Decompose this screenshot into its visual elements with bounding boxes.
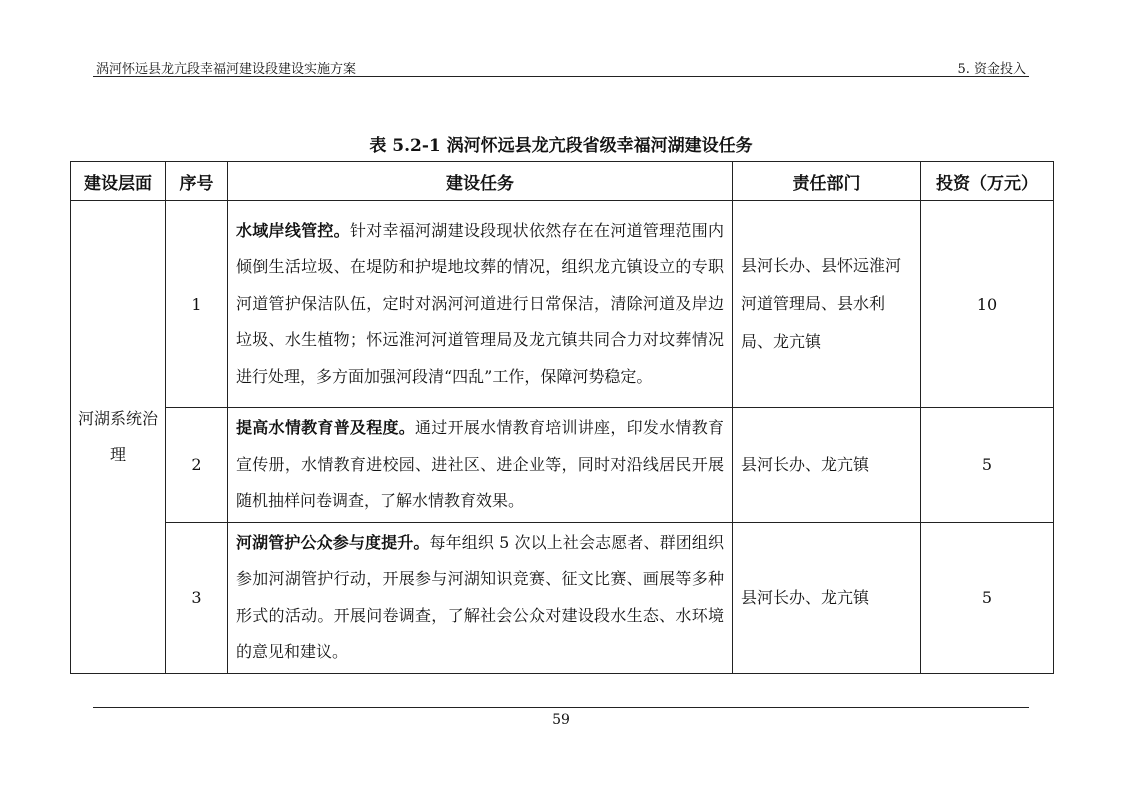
task-cell: [228, 408, 733, 523]
column-header-task: 建设任务: [228, 162, 733, 201]
header-divider: [93, 76, 1029, 77]
task-text: 每年组织 5 次以上社会志愿者、群团组织参加河湖管护行动，开展参与河湖知识竞赛、征文比赛、画展等多种形式的活动。开展问卷调查，了解社会公众对建设段水生态、水环境的意见和建议。: [236, 532, 724, 661]
row-number: 3: [166, 522, 228, 673]
task-heading: 水域岸线管控。: [236, 220, 350, 240]
table-header-row: [71, 162, 1054, 201]
task-text: 针对幸福河湖建设段现状依然存在在河道管理范围内倾倒生活垃圾、在堤防和护堤地坟葬的情况，组织龙亢镇设立的专职河道管护保洁队伍，定时对涡河河道进行日常保洁，清除河道及岸边垃圾、水生植物；怀远淮河河道管理局及龙亢镇共同合力对坟葬情况进行处理，多方面加强河段清“四乱”工作，保障河势稳定。: [236, 220, 724, 386]
column-header-level: 建设层面: [71, 162, 166, 201]
column-header-department: 责任部门: [733, 162, 921, 201]
chapter-label: 5. 资金投入: [957, 62, 1026, 77]
task-cell: [228, 522, 733, 673]
task-heading: 河湖管护公众参与度提升。: [236, 532, 430, 552]
task-text: 通过开展水情教育培训讲座，印发水情教育宣传册，水情教育进校园、进社区、进企业等，同时对沿线居民开展随机抽样问卷调查，了解水情教育效果。: [236, 418, 724, 510]
table-row: [71, 408, 1054, 523]
department-cell: 县河长办、龙亢镇: [733, 408, 921, 523]
column-header-investment: 投资（万元）: [921, 162, 1054, 201]
investment-cell: 5: [921, 408, 1054, 523]
department-cell: 县河长办、龙亢镇: [733, 522, 921, 673]
footer-divider: [93, 707, 1029, 708]
task-cell: [228, 201, 733, 408]
page-number: 59: [552, 712, 570, 728]
table-row: [71, 522, 1054, 673]
task-heading: 提高水情教育普及程度。: [236, 418, 416, 437]
level-label: 河湖系统治理: [78, 408, 159, 464]
department-cell: 县河长办、县怀远淮河河道管理局、县水利局、龙亢镇: [733, 201, 921, 408]
table-row: [71, 201, 1054, 408]
investment-cell: 10: [921, 201, 1054, 408]
construction-task-table: [70, 161, 1054, 674]
investment-cell: 5: [921, 522, 1054, 673]
row-number: 1: [166, 201, 228, 408]
column-header-number: 序号: [166, 162, 228, 201]
level-cell: [71, 201, 166, 674]
document-title: 涡河怀远县龙亢段幸福河建设段建设实施方案: [96, 62, 357, 77]
table-title: 表 5.2-1 涡河怀远县龙亢段省级幸福河湖建设任务: [369, 136, 753, 156]
row-number: 2: [166, 408, 228, 523]
